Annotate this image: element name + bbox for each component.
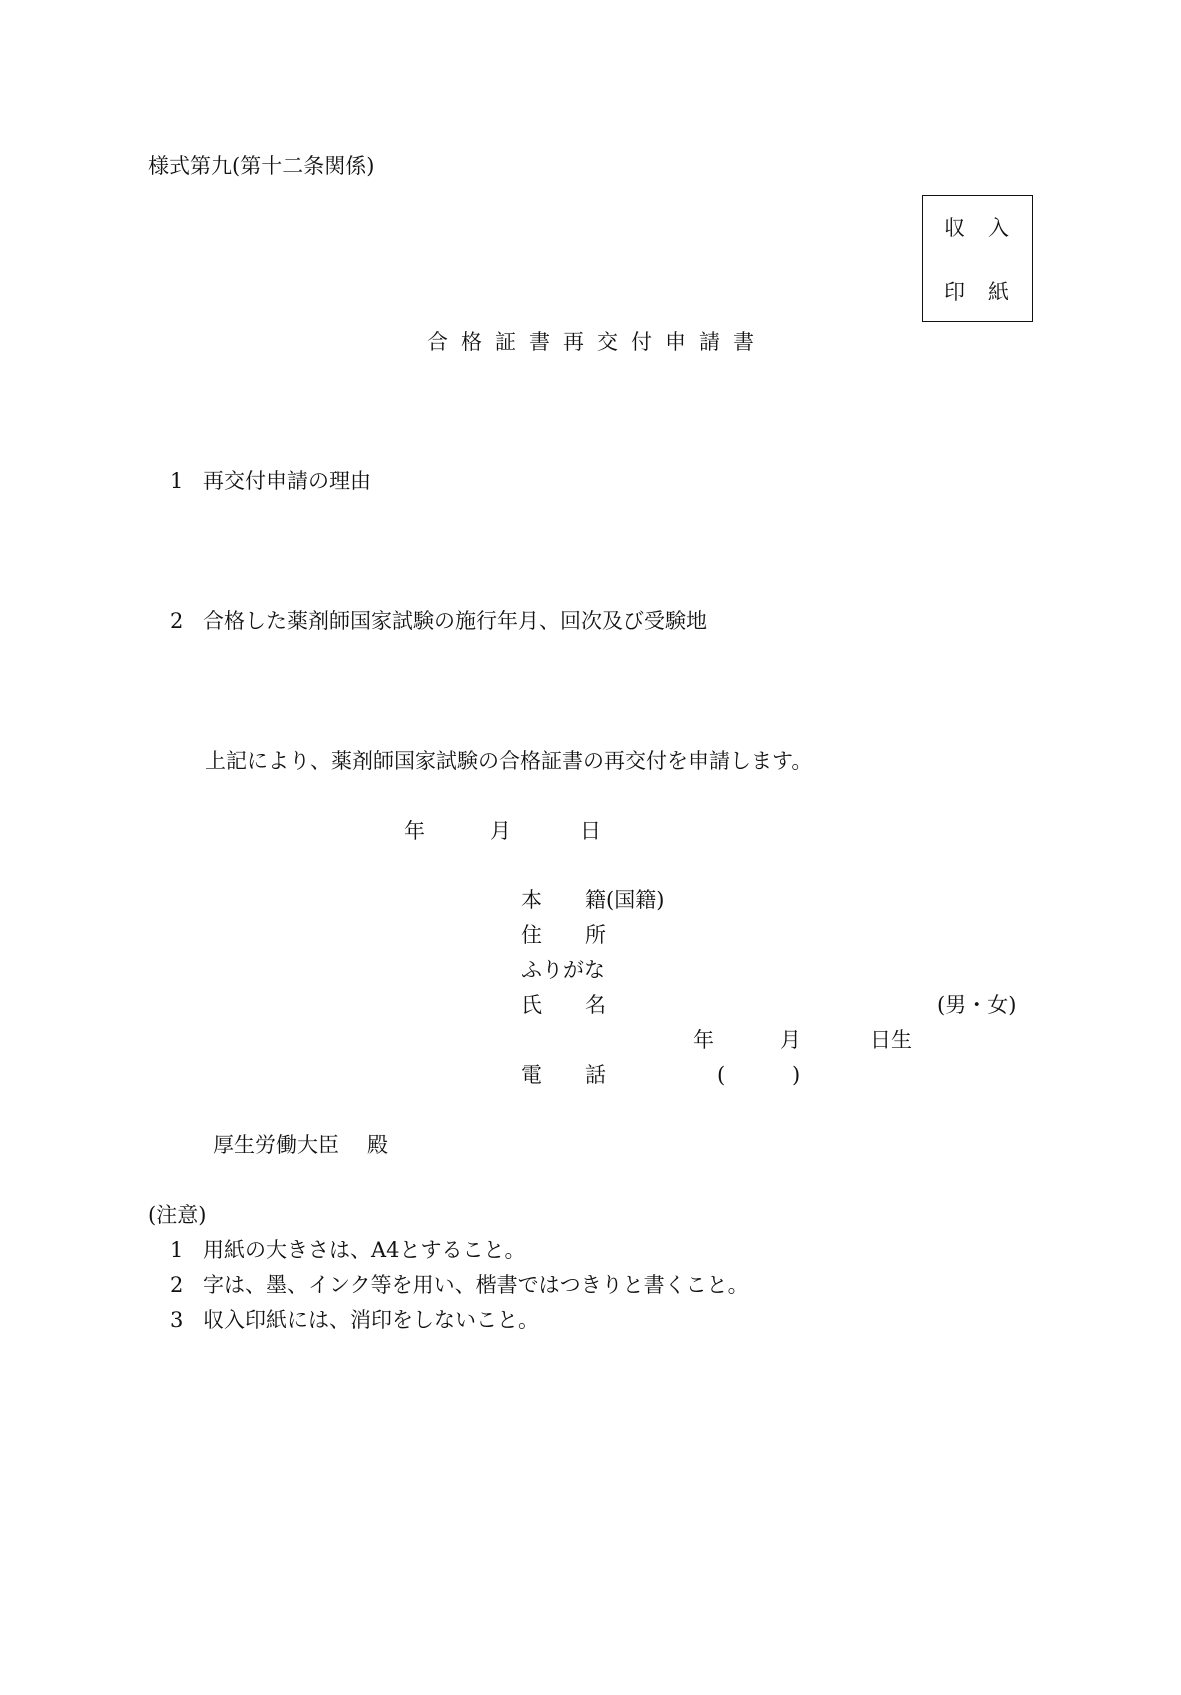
note-2-number: 2 xyxy=(170,1273,184,1297)
item-2-number: 2 xyxy=(170,609,184,633)
birth-year: 年 xyxy=(693,1028,714,1052)
name-label-2: 名 xyxy=(585,993,606,1017)
addressee-honorific: 殿 xyxy=(367,1133,388,1157)
note-1-number: 1 xyxy=(170,1238,184,1262)
addressee-title: 厚生労働大臣 xyxy=(213,1133,339,1157)
phone-label-2: 話 xyxy=(585,1063,606,1087)
address-label-1: 住 xyxy=(521,923,542,947)
document-title: 合格証書再交付申請書 xyxy=(427,330,767,354)
stamp-char-3: 印 xyxy=(944,280,965,304)
revenue-stamp-box xyxy=(922,195,1033,322)
furigana-label: ふりがな xyxy=(521,958,605,982)
note-1-text: 用紙の大きさは、A4とすること。 xyxy=(203,1238,526,1262)
note-2-text: 字は、墨、インク等を用い、楷書ではつきりと書くこと。 xyxy=(203,1273,749,1297)
stamp-char-1: 収 xyxy=(944,216,965,240)
name-label-1: 氏 xyxy=(521,993,542,1017)
gender-field: (男・女) xyxy=(937,993,1017,1017)
address-label-2: 所 xyxy=(585,923,606,947)
domicile-label-2: 籍(国籍) xyxy=(585,888,665,912)
date-year: 年 xyxy=(404,819,425,843)
date-month: 月 xyxy=(490,819,511,843)
item-1-text: 再交付申請の理由 xyxy=(203,469,371,493)
item-1-number: 1 xyxy=(170,469,184,493)
stamp-char-4: 紙 xyxy=(988,280,1009,304)
date-day: 日 xyxy=(580,819,601,843)
form-number-label: 様式第九(第十二条関係) xyxy=(148,154,375,178)
phone-label-1: 電 xyxy=(521,1063,542,1087)
stamp-char-2: 入 xyxy=(988,216,1009,240)
phone-paren-open: ( xyxy=(717,1063,726,1087)
notes-heading: (注意) xyxy=(148,1203,207,1227)
note-3-number: 3 xyxy=(170,1308,184,1332)
application-statement: 上記により、薬剤師国家試験の合格証書の再交付を申請します。 xyxy=(205,749,813,773)
birth-day: 日生 xyxy=(870,1028,912,1052)
domicile-label-1: 本 xyxy=(521,888,542,912)
birth-month: 月 xyxy=(780,1028,801,1052)
item-2-text: 合格した薬剤師国家試験の施行年月、回次及び受験地 xyxy=(203,609,707,633)
phone-paren-close: ) xyxy=(792,1063,801,1087)
note-3-text: 収入印紙には、消印をしないこと。 xyxy=(203,1308,539,1332)
